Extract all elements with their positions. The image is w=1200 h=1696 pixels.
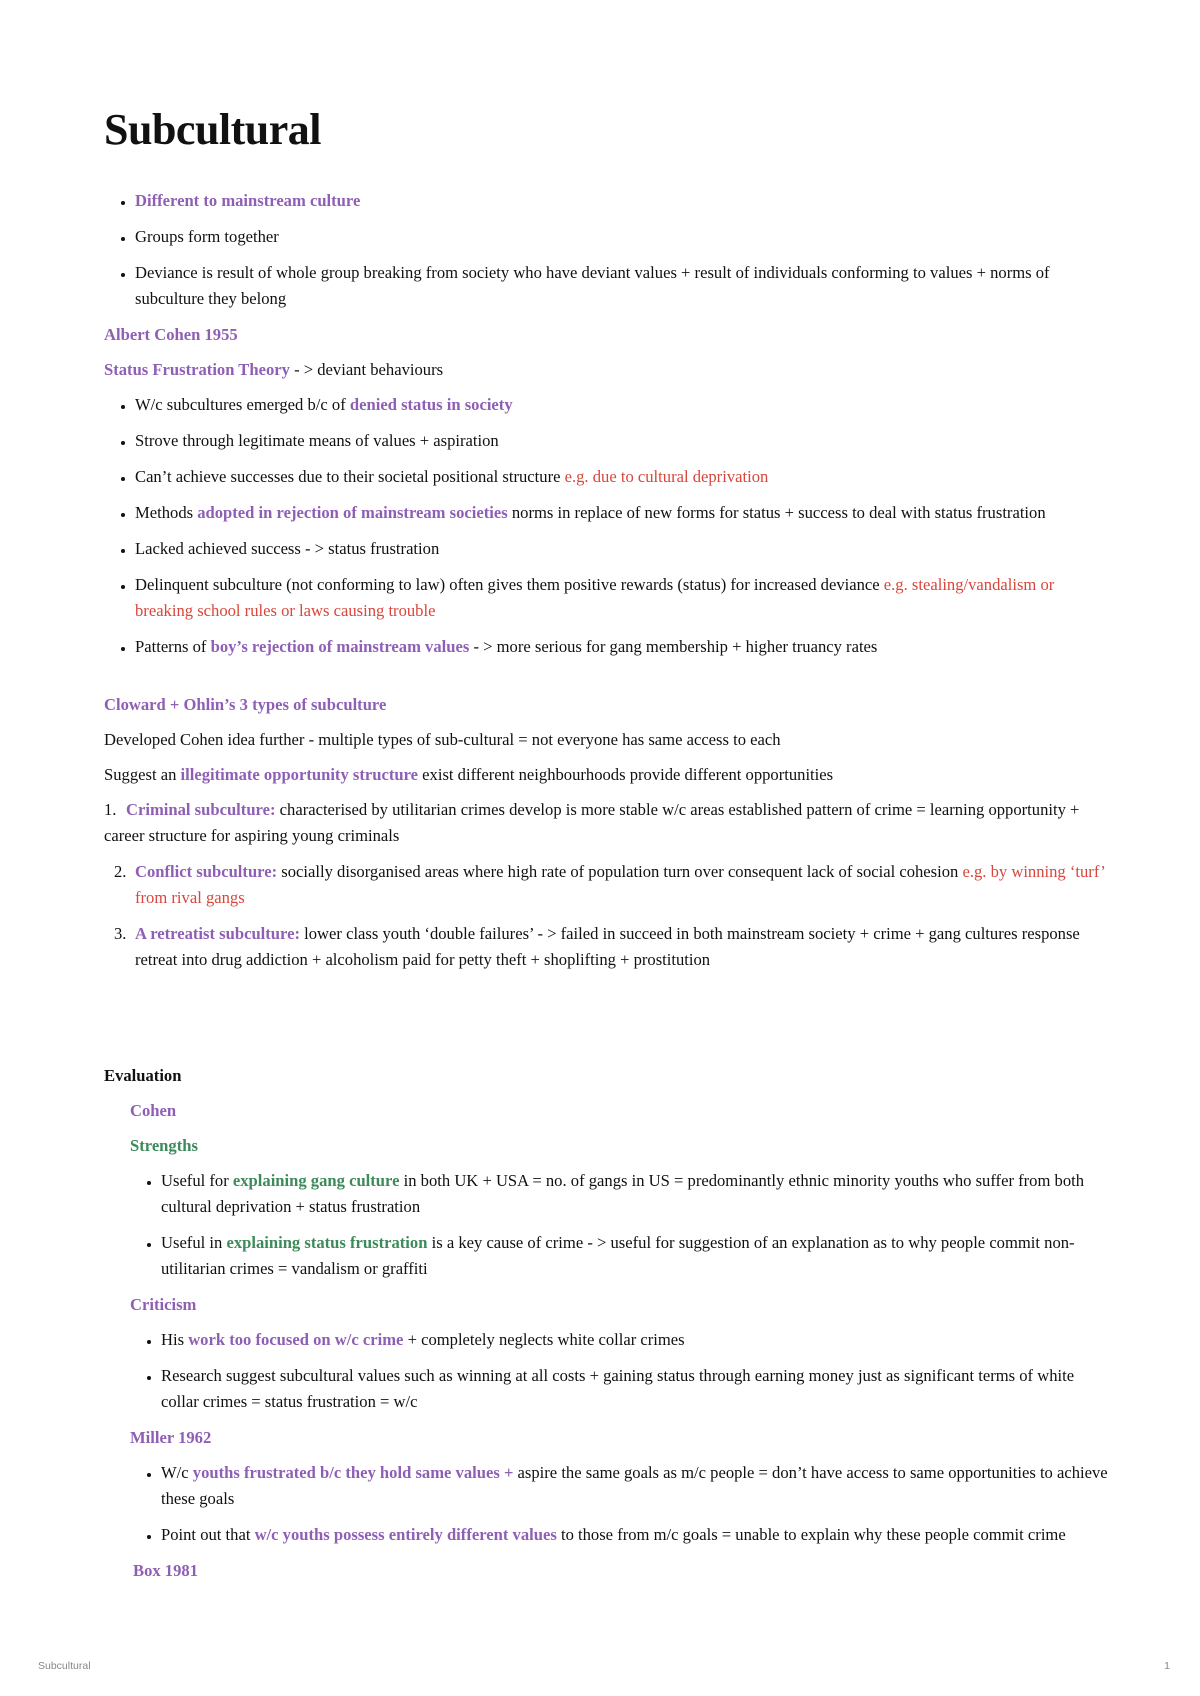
list-item: • Different to mainstream culture [135, 188, 1114, 214]
list-item: • Groups form together [135, 224, 1114, 250]
section-heading-cohen: Albert Cohen 1955 [104, 325, 238, 344]
list-item: • Point out that w/c youths possess entirely different values to those from m/c goals = unable to explain why these people commit crime [161, 1522, 1114, 1548]
miller-list [104, 1460, 1114, 1548]
numbered-item-3: 3. A retreatist subculture: lower class youth ‘double failures’ - > failed in succeed in both mainstream society + crime + gang cultures response retreat into drug addiction + alcoholism paid for petty theft + shoplifting + prostitution [114, 924, 1080, 969]
subheading-strengths: Strengths [130, 1136, 198, 1155]
list-item: • Methods adopted in rejection of mainstream societies norms in replace of new forms for status + success to deal with status frustration [135, 500, 1114, 526]
paragraph: Suggest an illegitimate opportunity structure exist different neighbourhoods provide different opportunities [104, 765, 834, 784]
evaluation-heading: Evaluation [104, 1066, 182, 1085]
list-item: • Delinquent subculture (not conforming to law) often gives them positive rewards (status) for increased deviance e.g. stealing/vandalism or breaking school rules or laws causing trouble [135, 572, 1114, 624]
cohen-list [104, 392, 1114, 660]
numbered-item-1: 1. Criminal subculture: characterised by utilitarian crimes develop is more stable w/c areas established pattern of crime = learning opportunity + career structure for aspiring young criminals [104, 800, 1080, 845]
list-item: • Can’t achieve successes due to their societal positional structure e.g. due to cultural deprivation [135, 464, 1114, 490]
paragraph: Developed Cohen idea further - multiple types of sub-cultural = not everyone has same access to each [104, 730, 781, 749]
list-item: • Deviance is result of whole group breaking from society who have deviant values + result of individuals conforming to values + norms of subculture they belong [135, 260, 1114, 312]
criticism-list [104, 1327, 1114, 1415]
list-item: • Research suggest subcultural values such as winning at all costs + gaining status through earning money just as significant terms of white collar crimes = status frustration = w/c [161, 1363, 1114, 1415]
list-item: • W/c subcultures emerged b/c of denied status in society [135, 392, 1114, 418]
list-item: • Patterns of boy’s rejection of mainstream values - > more serious for gang membership + higher truancy rates [135, 634, 1114, 660]
subheading-criticism: Criticism [130, 1295, 197, 1314]
document-body [104, 188, 1114, 1593]
numbered-item-2: 2. Conflict subculture: socially disorganised areas where high rate of population turn over consequent lack of social cohesion e.g. by winning ‘turf’ from rival gangs [114, 862, 1105, 907]
strengths-list [104, 1168, 1114, 1282]
list-item: • Lacked achieved success - > status frustration [135, 536, 1114, 562]
page-title: Subcultural [104, 105, 322, 154]
footer-title: Subcultural [38, 1660, 91, 1672]
spacer [104, 670, 1114, 692]
list-item: • W/c youths frustrated b/c they hold same values + aspire the same goals as m/c people = don’t have access to same opportunities to achieve these goals [161, 1460, 1114, 1512]
subheading-box: Box 1981 [133, 1561, 198, 1580]
list-item: • His work too focused on w/c crime + completely neglects white collar crimes [161, 1327, 1114, 1353]
subheading-cohen: Cohen [130, 1101, 177, 1120]
spacer [104, 983, 1114, 1063]
list-item: • Useful for explaining gang culture in both UK + USA = no. of gangs in US = predominantly ethnic minority youths who suffer from both cultural deprivation + status frustration [161, 1168, 1114, 1220]
list-item: • Strove through legitimate means of values + aspiration [135, 428, 1114, 454]
subheading-miller: Miller 1962 [130, 1428, 212, 1447]
list-item: • Useful in explaining status frustration is a key cause of crime - > useful for suggestion of an explanation as to why people commit non-utilitarian crimes = vandalism or graffiti [161, 1230, 1114, 1282]
status-frustration-line: Status Frustration Theory - > deviant behaviours [104, 360, 444, 379]
page-number: 1 [1164, 1660, 1170, 1672]
section-heading-cloward: Cloward + Ohlin’s 3 types of subculture [104, 695, 387, 714]
intro-list [104, 188, 1114, 312]
